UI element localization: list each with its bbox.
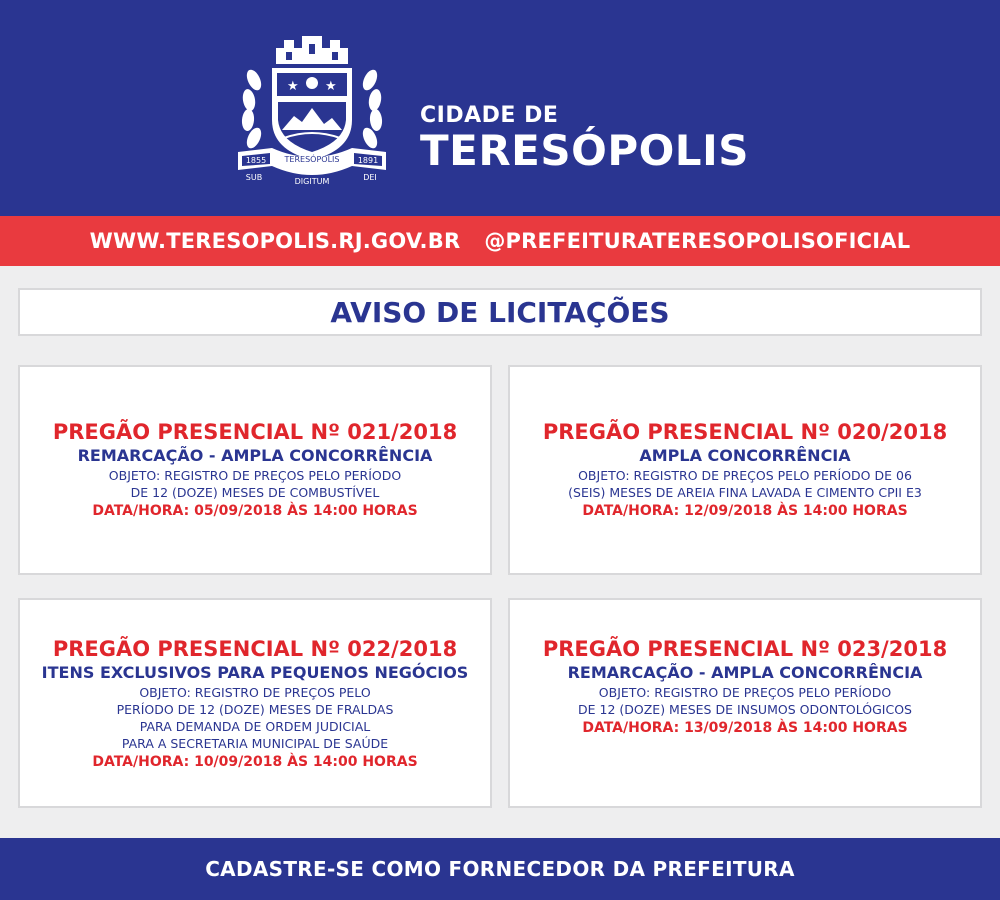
tender-object-line: OBJETO: REGISTRO DE PREÇOS PELO PERÍODO — [108, 468, 402, 483]
tender-modality: AMPLA CONCORRÊNCIA — [639, 446, 851, 465]
contact-bar — [0, 216, 1000, 266]
footer-cta: CADASTRE-SE COMO FORNECEDOR DA PREFEITURA — [205, 857, 795, 881]
tender-object-line: DE 12 (DOZE) MESES DE COMBUSTÍVEL — [130, 485, 380, 500]
tender-object-line: OBJETO: REGISTRO DE PREÇOS PELO PERÍODO — [598, 685, 892, 700]
tender-object-line: DE 12 (DOZE) MESES DE INSUMOS ODONTOLÓGICOS — [578, 702, 912, 717]
tender-date: DATA/HORA: 12/09/2018 ÀS 14:00 HORAS — [582, 503, 908, 519]
notice-title: AVISO DE LICITAÇÕES — [330, 295, 670, 329]
crest-year-left: 1855 — [245, 156, 267, 165]
tender-date: DATA/HORA: 13/09/2018 ÀS 14:00 HORAS — [582, 720, 908, 736]
crest-motto-left: SUB — [245, 173, 263, 182]
city-name: TERESÓPOLIS — [420, 126, 749, 175]
tender-title: PREGÃO PRESENCIAL Nº 022/2018 — [52, 637, 458, 661]
tender-card — [18, 365, 492, 575]
tender-modality: REMARCAÇÃO - AMPLA CONCORRÊNCIA — [77, 446, 433, 465]
svg-text:★: ★ — [287, 79, 299, 94]
tender-date: DATA/HORA: 05/09/2018 ÀS 14:00 HORAS — [92, 503, 418, 519]
header-banner — [0, 0, 1000, 216]
tender-modality: ITENS EXCLUSIVOS PARA PEQUENOS NEGÓCIOS — [41, 663, 469, 682]
city-crest-icon — [232, 30, 392, 188]
tender-object-line: (SEIS) MESES DE AREIA FINA LAVADA E CIMENTO CPII E3 — [568, 485, 922, 500]
tender-object-line: OBJETO: REGISTRO DE PREÇOS PELO — [139, 685, 371, 700]
tender-date: DATA/HORA: 10/09/2018 ÀS 14:00 HORAS — [92, 754, 418, 770]
crest-motto-right: DEI — [363, 173, 377, 182]
crest-ribbon-text: TERESÓPOLIS — [284, 155, 340, 164]
tender-object-line: PARA A SECRETARIA MUNICIPAL DE SAÚDE — [121, 736, 389, 751]
footer-banner — [0, 838, 1000, 900]
social-handle[interactable]: @PREFEITURATERESOPOLISOFICIAL — [484, 229, 911, 253]
notice-title-box — [18, 288, 982, 336]
crest-year-right: 1891 — [357, 156, 379, 165]
tender-object-line: OBJETO: REGISTRO DE PREÇOS PELO PERÍODO DE 06 — [578, 468, 912, 483]
tender-modality: REMARCAÇÃO - AMPLA CONCORRÊNCIA — [567, 663, 923, 682]
crest-motto-center: DIGITUM — [294, 177, 330, 186]
tender-object-line: PERÍODO DE 12 (DOZE) MESES DE FRALDAS — [116, 702, 394, 717]
tender-card — [508, 598, 982, 808]
svg-text:★: ★ — [325, 79, 337, 94]
tender-title: PREGÃO PRESENCIAL Nº 023/2018 — [542, 637, 948, 661]
website-link[interactable]: WWW.TERESOPOLIS.RJ.GOV.BR — [89, 229, 461, 253]
tender-title: PREGÃO PRESENCIAL Nº 020/2018 — [542, 420, 948, 444]
tender-object-line: PARA DEMANDA DE ORDEM JUDICIAL — [139, 719, 371, 734]
city-prefix: CIDADE DE — [420, 103, 559, 128]
tender-card — [18, 598, 492, 808]
tender-card — [508, 365, 982, 575]
city-wordmark — [420, 104, 749, 174]
tender-title: PREGÃO PRESENCIAL Nº 021/2018 — [52, 420, 458, 444]
